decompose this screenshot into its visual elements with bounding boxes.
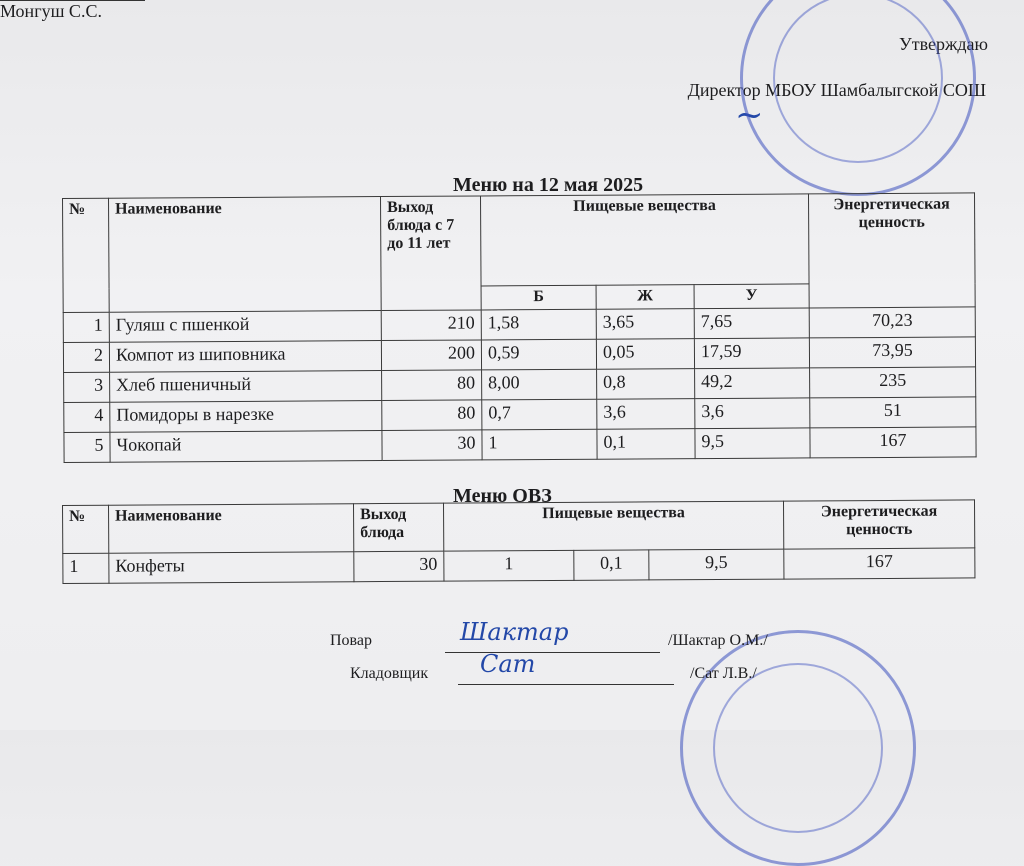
ovz-row-b: 1 xyxy=(444,550,574,581)
row-output: 200 xyxy=(381,340,481,371)
row-b: 1,58 xyxy=(481,309,596,340)
storekeeper-signature-line xyxy=(458,684,674,685)
row-name: Гуляш с пшенкой xyxy=(109,311,381,343)
row-energy: 51 xyxy=(810,397,976,428)
row-name: Чокопай xyxy=(110,431,382,463)
row-u: 9,5 xyxy=(695,428,810,459)
row-output: 80 xyxy=(382,400,482,431)
row-zh: 0,05 xyxy=(596,339,694,370)
row-u: 49,2 xyxy=(695,368,810,399)
table-row xyxy=(63,548,975,584)
menu-table xyxy=(62,192,977,463)
col-u: У xyxy=(694,284,809,309)
ovz-col-name: Наименование xyxy=(109,504,354,553)
col-name: Наименование xyxy=(109,197,382,313)
row-b: 1 xyxy=(482,429,597,460)
cook-name: /Шактар О.М./ xyxy=(668,632,768,649)
ovz-row-zh: 0,1 xyxy=(574,550,649,580)
ovz-row-output: 30 xyxy=(354,551,444,582)
col-energy: Энергетическая ценность xyxy=(809,193,976,308)
row-u: 7,65 xyxy=(694,308,809,339)
cook-signature-line xyxy=(445,652,660,653)
row-output: 30 xyxy=(382,430,482,461)
ovz-col-nutrients: Пищевые вещества xyxy=(443,501,783,551)
row-zh: 0,1 xyxy=(597,429,695,460)
ovz-title: Меню ОВЗ xyxy=(453,485,552,507)
row-u: 17,59 xyxy=(694,338,809,369)
row-b: 0,59 xyxy=(481,339,596,370)
approval-name: Монгуш С.С. xyxy=(0,1,102,21)
seal-stamp-top xyxy=(740,0,976,196)
col-num: № xyxy=(63,198,110,312)
ovz-row-num: 1 xyxy=(63,553,109,583)
approval-title: Утверждаю xyxy=(898,34,988,54)
row-zh: 3,6 xyxy=(597,399,695,430)
director-signature: ~ xyxy=(735,95,764,135)
storekeeper-name: /Сат Л.В./ xyxy=(690,665,757,682)
row-num: 5 xyxy=(64,432,110,462)
approval-director: Директор МБОУ Шамбалыгской СОШ xyxy=(687,80,986,100)
col-nutrients: Пищевые вещества xyxy=(480,194,809,286)
row-energy: 235 xyxy=(810,367,976,398)
cook-signature: Шактар xyxy=(460,618,569,646)
col-output: Выход блюда с 7 до 11 лет xyxy=(380,196,481,311)
row-num: 1 xyxy=(63,312,109,342)
menu-title: Меню на 12 мая 2025 xyxy=(453,174,644,196)
storekeeper-signature: Сат xyxy=(480,650,536,678)
row-num: 2 xyxy=(63,342,109,372)
row-name: Компот из шиповника xyxy=(109,341,381,373)
row-energy: 70,23 xyxy=(809,307,975,338)
ovz-col-output: Выход блюда xyxy=(353,503,443,552)
row-zh: 3,65 xyxy=(596,309,694,340)
row-output: 210 xyxy=(381,310,481,341)
table-row xyxy=(64,427,976,463)
ovz-row-energy: 167 xyxy=(784,548,975,579)
ovz-row-u: 9,5 xyxy=(649,549,784,580)
row-output: 80 xyxy=(382,370,482,401)
col-zh: Ж xyxy=(596,285,694,310)
row-energy: 167 xyxy=(810,427,976,458)
ovz-table xyxy=(62,499,975,584)
row-num: 4 xyxy=(64,402,110,432)
col-b: Б xyxy=(481,285,596,310)
row-name: Помидоры в нарезке xyxy=(110,401,382,433)
row-b: 8,00 xyxy=(482,369,597,400)
ovz-col-num: № xyxy=(63,505,109,553)
row-name: Хлеб пшеничный xyxy=(110,371,382,403)
row-num: 3 xyxy=(64,372,110,402)
row-zh: 0,8 xyxy=(597,369,695,400)
ovz-row-name: Конфеты xyxy=(109,552,354,583)
storekeeper-label: Кладовщик xyxy=(350,665,429,682)
row-energy: 73,95 xyxy=(809,337,975,368)
ovz-col-energy: Энергетическая ценность xyxy=(784,500,975,549)
row-u: 3,6 xyxy=(695,398,810,429)
row-b: 0,7 xyxy=(482,399,597,430)
cook-label: Повар xyxy=(330,632,372,649)
